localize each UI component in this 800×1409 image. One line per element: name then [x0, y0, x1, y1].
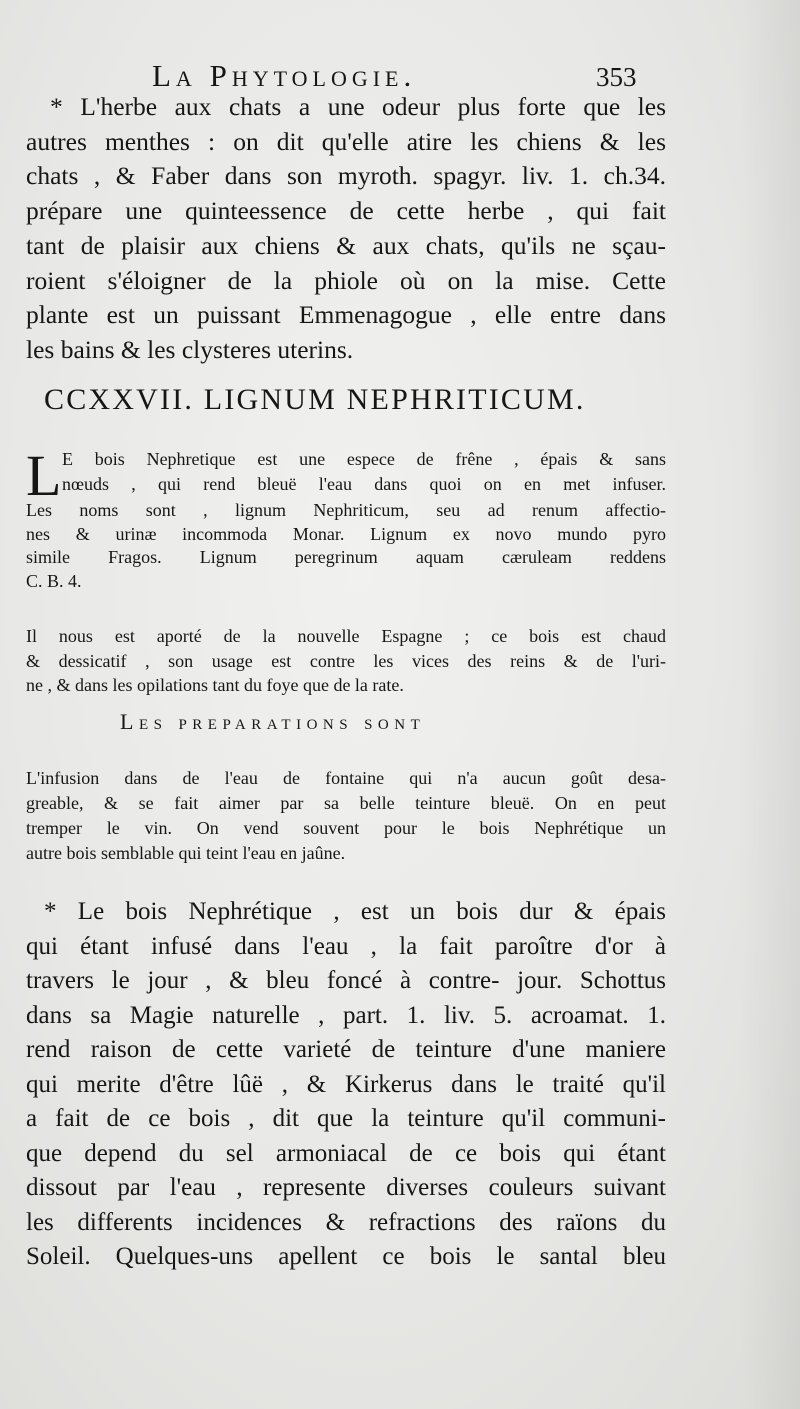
text-line: autre bois semblable qui teint l'eau en jaûne. [26, 843, 346, 863]
text-line: tant de plaisir aux chiens & aux chats, qu'ils ne sçau- [26, 230, 666, 260]
paragraph-names [26, 499, 666, 593]
text-line: * L'herbe aux chats a une odeur plus forte que les [50, 92, 666, 121]
text-line: les bains & les clysteres uterins. [26, 334, 354, 364]
paragraph-herbe-aux-chats [26, 90, 666, 368]
text-line: tremper le vin. On vend souvent pour le bois Nephrétique un [26, 818, 666, 838]
text-line: prépare une quinteessence de cette herbe , qui fait [26, 196, 666, 226]
text-line: Il nous est aporté de la nouvelle Espagne ; ce bois est chaud [26, 626, 666, 646]
text-line: simile Fragos. Lignum peregrinum aquam cæruleam reddens [26, 547, 666, 567]
text-line: chats , & Faber dans son myroth. spagyr. liv. 1. ch.34. [26, 161, 666, 191]
text-line: autres menthes : on dit qu'elle atire les chiens & les [26, 126, 666, 156]
paragraph-description [26, 443, 666, 508]
text-line: dissout par l'eau , represente diverses couleurs suivant [26, 1174, 666, 1201]
text-line: roient s'éloigner de la phiole où on la mise. Cette [26, 265, 666, 295]
text-line: rend raison de cette varieté de teinture d'une maniere [26, 1036, 666, 1063]
text-line: nes & urinæ incommoda Monar. Lignum ex novo mundo pyro [26, 523, 666, 544]
text-line: dans sa Magie naturelle , part. 1. liv. 5. acroamat. 1. [26, 1001, 666, 1029]
text-line: C. B. 4. [26, 570, 82, 591]
text-line: plante est un puissant Emmenagogue , elle entre dans [26, 300, 666, 330]
text-line: les differents incidences & refractions des raïons du [26, 1208, 666, 1236]
subheading-preparations: Les preparations sont [120, 709, 426, 734]
text-line: & dessicatif , son usage est contre les vices des reins & de l'uri- [26, 650, 666, 671]
running-title: La Phytologie. [152, 58, 417, 93]
text-line: nœuds , qui rend bleuë l'eau dans quoi on en met infuser. [62, 473, 666, 494]
text-line: travers le jour , & bleu foncé à contre- jour. Schottus [26, 967, 666, 994]
text-line: E bois Nephretique est une espece de frêne , épais & sans [62, 449, 666, 469]
text-line: * Le bois Nephrétique , est un bois dur & épais [44, 898, 666, 925]
text-line: Soleil. Quelques-uns apellent ce bois le santal bleu [26, 1243, 666, 1270]
section-title: CCXXVII. LIGNUM NEPHRITICUM. [44, 383, 586, 416]
drop-cap: L [26, 443, 62, 508]
text-line: L'infusion dans de l'eau de fontaine qui n'a aucun goût desa- [26, 768, 666, 788]
text-line: Les noms sont , lignum Nephriticum, seu ad renum affectio- [26, 500, 666, 520]
text-line: ne , & dans les opilations tant du foye que de la rate. [26, 675, 404, 695]
paragraph-origin [26, 624, 666, 698]
paragraph-infusion [26, 766, 666, 866]
text-line: qui étant infusé dans l'eau , la fait paroître d'or à [26, 932, 666, 960]
page-header [0, 58, 800, 94]
page-number: 353 [596, 62, 637, 92]
paragraph-bois-nephretique [26, 895, 666, 1275]
text-line: qui merite d'être lûë , & Kirkerus dans le traité qu'il [26, 1070, 666, 1098]
text-line: greable, & se fait aimer par sa belle teinture bleuë. On en peut [26, 793, 666, 813]
text-line: a fait de ce bois , dit que la teinture qu'il communi- [26, 1105, 666, 1132]
text-line: que depend du sel armoniacal de ce bois qui étant [26, 1139, 666, 1167]
page-edge-shadow [740, 0, 800, 1409]
